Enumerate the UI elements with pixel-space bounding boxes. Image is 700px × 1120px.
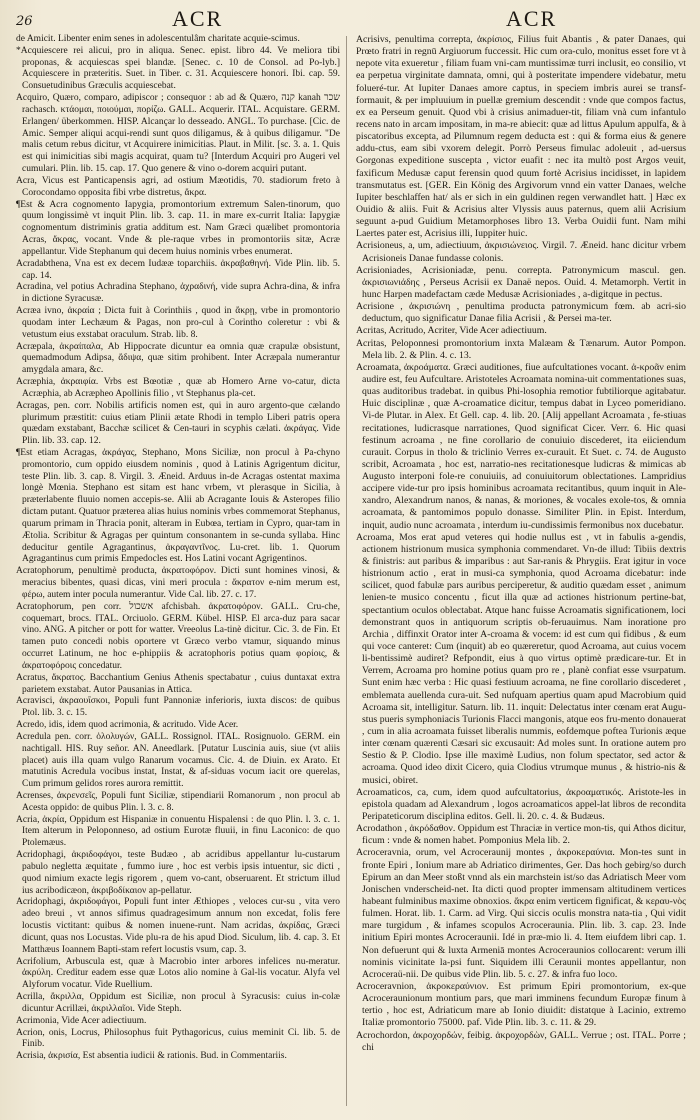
dictionary-entry: Acrisia, ἀκρισία, Est absentia iudicii & rationis. Bud. in Commentariis. xyxy=(16,1051,287,1062)
dictionary-entry: Acræpala, ἀκραίπαλα, Ab Hippocrate dicuntur ea omnia quæ crapulæ obsistunt, quemadmodum Adipsa, ἄδιψα, quæ sitim prohibent. Inter Acræpala numerantur amygdala amara, &c. xyxy=(16,341,340,376)
dictionary-entry: ¶Est etiam Acragas, ἀκράγας, Stephano, Mons Siciliæ, non procul à Pa-chyno promontorio, cum oppido eiusdem nominis , quod à Latinis Agrigentum dicitur, teste Plin. lib. 3. cap. 8. Virgil. 3. Æneid. Arduus in-de Acragas ostentat maxima longè Mœnia. Stephano est sitam est hanc vrbem, vt plerasque in Sicilia, à præterlabente fluuio nomen accepis-se. Alii ab Acragante Iouis & Asteropes filio dictam putant. Quatuor præterea alias huius nominis vrbes commemorat Stephanus, quarum primam in Thracia ponit, alteram in Eubœa, tertiam in Cypro, quar-tam in Ætolia. Scribitur & Agragas per quintum consonantem in se-cunda syllaba. Hinc deducitur gentile Agragantinus, ἀκραγαντῖνος. Lu-cret. lib. 1. Quorum Agragantinus cum primis Empedocles est. Hos Latini vocant Agrigentinos. xyxy=(16,447,340,565)
dictionary-entry: Acradina, vel potius Achradina Stephano, ἀχραδινή, vide supra Achra-dina, & infra in dictione Syracusæ. xyxy=(16,282,340,305)
dictionary-entry: Acritas, Peloponnesi promontorium inxta Malæam & Tænarum. Autor Pompon. Mela lib. 2. & Plin. 4. c. 13. xyxy=(356,337,686,361)
right-column xyxy=(356,34,686,1112)
dictionary-entry: Acradabthena, Vna est ex decem Iudææ toparchiis. ἀκραβαθηνή. Vide Plin. lib. 5. cap. 14. xyxy=(16,258,340,281)
dictionary-entry: Acratus, ἄκρατος. Bacchantium Genius Athenis spectabatur , cuius duntaxat extra parietem exstabat. Autor Pausanias in Attica. xyxy=(16,672,340,695)
dictionary-entry: Acravisci, ἀκραουΐσκοι, Populi funt Pannoniæ inferioris, iuxta discos: de quibus Ptol. lib. 3. c. 15. xyxy=(16,696,340,719)
page-number: 26 xyxy=(16,14,33,29)
running-headword-left: ACR xyxy=(172,6,224,31)
dictionary-entry: Acra, Vicus est Panticapensis agri, ad ostium Mæotidis, 70. stadiorum freto à Corocondamo opposita fibi vrbe distretus, ἄκρα. xyxy=(16,175,340,198)
dictionary-entry: Acrisioneus, a, um, adiectiuum, ἀκρισιώνειος. Virgil. 7. Æneid. hanc dicitur vrbem Acrisioneis Danae fundasse colonis. xyxy=(356,240,686,264)
dictionary-entry: Acræphia, ἀκραιφία. Vrbs est Bœotiæ , quæ ab Homero Arne vo-catur, dicta Acræphia, ab Acræpheo Apollinis filio , vt Stephanus pla-cet. xyxy=(16,377,340,399)
dictionary-entry: Acragas, pen. corr. Nobilis artificis nomen est, qui in auro argento-que cælando plurimum præstitit: cuius etiam Plinii ætate Rhodi in templo Liberi patris opera quædam exstabant, Bacchæ scilicet & Cen-tauri in scyphis cælati. ἀκράγας. Vide Plin. lib. 33. cap. 12. xyxy=(16,400,340,447)
dictionary-entry: Acredo, idis, idem quod acrimonia, & acritudo. Vide Acer. xyxy=(16,720,239,731)
dictionary-entry: Acratophorum, pen corr. אשכול afchisbah. ἀκρατοφόρον. GALL. Cru-che, coquemart, brocs. ITAL. Orciuolo. GERM. Kübel. HISP. El arca-duz para sacar vino. ANG. A pitcher or pott for watter. Vreeolus La-tinè dicitur. Cic. 3. de Fin. Et tamen puto concedi nobis oportere vt Græco verbo vtamur, siquando minus occurret Latinum, ne hoc e-phippiis & acratophoris potius quam φορίοις, & ἀκρατοφόροις concedatur. xyxy=(16,601,340,671)
running-headword-right: ACR xyxy=(506,6,558,31)
dictionary-entry: Acroamata, ἀκροάματα. Græci auditiones, fiue aufcultationes vocant. ἀ-κροᾶν enim audire est, feu Aufcultare. Aristoteles Acroamata nomina-uit commentationes suas, quas auditoribus tradebat. in quibus Phi-losophia remotior fubtiliorque agitabatur. Huic disciplinæ , quæ A-croamatice dicitur, tempus dabat in Lyceo pomeridiano. Vi-de Plutar. in Alex. Et Gell. cap. 4. lib. 20. [Alij appellant Acroamata , fe-stiuas recitationes, ludicrasque narrationes, Quod significat Cicer. Verr. 6. Hic quasi festinum acroama , ne fine corollario de conuiuio discederet, ita eiiciendum curauit. Corpus in tholo & triclinio Verres ex-curauit. Et Suet. c. 74. de Augusto scribit, Acroamata , hoc est, narratio-nes recitationesque ludicras & mimicas ab Augusto interponi fole-re conuiuiis, ad conuiuitorum oblectationes. Lampridius accipere vide-tur pro ipsis hominibus acroamata recitantibus, quum inquit in Ale-xandro, Alexandrum nanos, & nanas, & moriones, & vocales exole-tos, & omnia acroamata, & pantomimos populo donasse. Similiter Plin. in Epist. Interdum, inquit, audio nunc acroamata , interdum iu-cundissimis fermonibus nox ducebatur. xyxy=(356,361,686,531)
dictionary-entry: Acrisivs, penultima correpta, ἀκρίσιος, Filius fuit Abantis , & pater Danaes, qui Prœto fratri in regnū Argiuorum fuccessit. Hic cum ora-culo, monitus esset fore vt à nepote vita exueretur , filiam fuam vni-cam muntissimæ turri inclusit, eo consilio, vt ea perpetua virginitate damnata, omni, qui à posteritate impendere videbatur, metu folueré-tur. At Iupiter Danaes amore captus, in speciem imbris aurei se transf-formauit, & per impluuium in puellæ gremium descendit : vnde que compos factus, ex ea Perseum genuit. Quod vbi à crisius animaduer-tit, filiam vnà cum infantulo recens nato in arcam impositam, in ma-re abiecit: quæ ad littus Apulum appulfa, & à piscatoribus excepta, ad Pilumnum regem deducta est : qui & forma eius & genere addu-ctus, eam sibi vxorem delegit. Porrò Perseus fimulac adoleuit , ad-uersus Gorgonas expeditione suscepta , victor euafit : nec ita multò post Argos veuit, faxificum Medusæ caput ferensin quod quum fortè Acrisius incidisset, in lapidem transmutatus est. [GER. Ein König des Argivorum vnnd ein vatter Danaes, welche Iupiter beschlaffen hat/ als er sich in ein guldinen regen verwandlet hatt. ] Hæc ex Ouidio & aliis. Fuit & Acrisius alter Vlyssis auus paternus, quem alii Acrisium seguunt a-pud Guidium Metamorphoses libro 13. Verba Ouidii funt. Nam mihi Laertes pater est, Acrisius illi, Iuppiter huic. xyxy=(356,34,686,240)
dictionary-entry: Acrodathon , ἀκρόδαθον. Oppidum est Thraciæ in vertice mon-tis, qui Athos dicitur, ficum : vnde & nomen habet. Pomponius Mela lib. 2. xyxy=(356,823,686,847)
dictionary-entry: Acridophagi, ἀκριδοφάγοι, teste Budæo , ab acridibus appellantur lu-custarum pabulo negletta æquitate , fummo iure , hoc est verbis ipsis intuentur, sic dicti , quod nimium exacte legis rigorem , quem vo-cant, obseruarent. Et strictum illud ius acribodicæon, ἀκριβοδίκαιον ap-pellatur. xyxy=(16,850,340,896)
dictionary-entry: Acridophagi, ἀκριδοφάγοι, Populi funt inter Æthiopes , veloces cur-su , vita vero adeo breui , vt annos sifimus quadragesimum annum non excedat, folis fere locustis victitant: quibus & nomen inuene-runt. Nam acridas, ἀκρίδας, Græci dicunt, quas nos Locustas. Vide plu-ra de his apud Diod. Siculum, lib. 4. cap. 3. Et Matthæus Ioannem Bapti-stam refert locustis vsum, cap. 3. xyxy=(16,897,340,955)
dictionary-entry: Acrifolium, Arbuscula est, quæ à Macrobio inter arbores infelices nu-meratur. ἀκρύλη. Creditur eadem esse quæ Lotos alio nomine à Gal-lis vocatur. Alyfa vel Alyforum vocatur. Vide Ruellium. xyxy=(16,956,340,991)
dictionary-entry: Acrochordon, ἀκροχορδών, feibig. ἀκροχορδὼν, GALL. Verrue ; ost. ITAL. Porre ; chi xyxy=(356,1029,686,1053)
dictionary-entry: Acroceravnion, ἀκροκεραύνιον. Est primum Epiri promontorium, ex-que Acroceraunionum montium pars, que mari imminens fecundum Europæ finum à tertio , hoc est, Adriaticum mare ab Ionio diuidit: distatque à Lacinio, extremo Italiæ promontorio 75000. paf. Vide Plin. lib. 3. c. 11. & 29. xyxy=(356,980,686,1029)
dictionary-entry: Acria, ἀκρία, Oppidum est Hispaniæ in conuentu Hispalensi : de quo Plin. l. 3. c. 1. Item alterum in Peloponneso, ad ostium Eurotæ fluuii, in finu Laconico: de quo Ptolemæus. xyxy=(16,814,340,849)
dictionary-entry: de Amicit. Libenter enim senes in adolescentulâm charitate acquie-scimus. xyxy=(16,34,300,44)
dictionary-entry: Acrimonia, Vide Acer adiectiuum. xyxy=(16,1015,147,1026)
dictionary-entry: ¶Est & Acra cognomento Iapygia, promontorium extremum Salen-tinorum, quo quum longissimè vt inquit Plin. lib. 3. cap. 11. in mare ex-currit Italia: Iapygiæ cognomentum distriminis gratia additum est. Nam Græci quælibet promontoria Acras, ἄκρας, vocant. Vnde & ple-raque vrbes in promontoriis sitæ, Acræ appellantur. Vide Stephanum qui decem huius nominis vrbes enumerat. xyxy=(16,199,340,257)
dictionary-entry: Acroamaticos, ca, cum, idem quod aufcultatorius, ἀκροαματικός. Aristote-les in epistola quadam ad Alexandrum , logos acroamaticos appel-lat libros de recondita Peripateticorum disciplina editos. Gell. li. 20. c. 4. & Budæus. xyxy=(356,786,686,822)
dictionary-entry: Acritas, Acritudo, Acriter, Vide Acer adiectiuum. xyxy=(356,325,547,337)
dictionary-entry: Acroama, Mos erat apud veteres qui hodie nullus est , vt in fabulis a-gendis, actionem histrionum musica symphonia commendaret. Vn-de illud: Tibiis dextris & finistris: aut paribus & imparibus : aut Sar-ranis & Phrygiis. Erat igitur in voce histrionum actio , erat in musi-ca symphonia, quod Acroama dicebatur: inde scilicet, quod fabulæ pars auribus perciperetur, & auditio quædam esset , animum lenien-te musico concentu , ficut illa quæ ad actiones histrionum pertine-bat, spectantium oculos oblectabat. Atque hanc fuisse Acroamatis significationem, loci demonstrant quos in antiquorum scriptis ob-feruauimus. Nam inoratione pro Archia , diffinxit Orator inter A-croama & vocem: id est cum qui fidibus , & eum qui voce canteret: Cum (inquit) ab eo quæreretur, quod Acroama, aut cuius vocem li-bentissimè audiret? Refpondit, eius à quo virtus optimè prædicare-tur. Et in Verrem, Acroama pro homine potius quam pro re , planè confiat esse vsurpatum. Sunt enim hæc verba : Hic quasi festiuum acroama, ne fine corollario discederet , emblemata auellenda cura-uit. Sed nufquam apertius quam apud Macrobium quid Acroama sit, intelligitur. Saturn. lib. 11. inquit: Delectatus inter cœnam erat Augu-stus pueris symphoniacis Turionis Flacci mangonis, atque eos fru-mento donauerat , cum in alia acroamata fuisset liberalis nummis, eofdemque poftea Turionis æque inter cœnam quærenti Cæsari sic excusauit: Ad moles sunt. In oratione autem pro Sestio & P. Clodio. Ipse ille maximè Ludius, non folum spectator, sed actor & acroama. Quod ideo dixit Cicero, quia Clodius vtrumque munus , & histrio-nis & musici, obiret. xyxy=(356,531,686,786)
column-divider xyxy=(346,36,347,1106)
dictionary-entry: Acræa ivno, ἀκραία ; Dicta fuit à Corinthiis , quod in ἄκρῃ, vrbe in promontorio quodam inter Lechæum & Pagas, non pro-cul à Corintho coleretur : vbi & vetustum eius exstabat oraculum. Strab. lib. 8. xyxy=(16,306,340,340)
dictionary-entry: Acrisioniades, Acrisioniadæ, penu. correpta. Patronymicum mascul. gen. ἀκρισιωνιάδης , Perseus Acrisii ex Danaë nepos. Ouid. 4. Metamorph. Vertit in hunc Harpen madefactam cæde Medusæ Acrisioniades , a-digitque in pectus. xyxy=(356,264,686,300)
dictionary-entry: Acrisione , ἀκρισιώνη , penultima producta patronymicum fœm. ab acri-sio deductum, quo significatur Danae filia Acrisii , & Persei ma-ter. xyxy=(356,301,686,325)
dictionary-entry: Acredula pen. corr. ὀλολυγών, GALL. Rossignol. ITAL. Rosignuolo. GERM. ein nachtigall. HIS. Ruy señor. AN. Aneedlark. [Putatur Luscinia auis, siue (vt aliis placet) auis illa quam vulgo Ranarum vocamus. Cic. 4. de Diuin. ex Arato. Et matutinis Acredula vocibus instat, Instat, & af-siduas vocum iacit ore querelas, Cum primum gelidos rores aurora remittit. xyxy=(16,731,340,790)
dictionary-entry: Acratophorum, penultimè producta, ἀκρατοφόρον. Dicti sunt homines vinosi, & meracius bibentes, quasi dicas, vini meri procula : ἄκρατον e-nim merum est, φέρω, autem inter pocula numerantur. Vide Cal. lib. 27. c. 17. xyxy=(16,566,340,600)
dictionary-entry: Acrilla, ἄκριλλα, Oppidum est Siciliæ, non procul à Syracusis: cuius in-colæ dicuntur Acrillæi, ἀκριλλαῖοι. Vide Steph. xyxy=(16,992,340,1014)
dictionary-entry: Acrenses, ἀκρενσεῖς, Populi funt Siciliæ, stipendiarii Romanorum , non procul ab Acesta oppido: de quibus Plin. l. 3. c. 8. xyxy=(16,791,340,813)
dictionary-entry: Acquiro, Quæro, comparo, adipiscor ; consequor : ab ad & Quæro, קנה kanah שכר rachasch. κτάομαι, ποιούμαι, πορίζω. GALL. Acquerir. ITAL. Acquistare. GERM. Erlangen/ überkommen. HISP. Alcançar lo desseado. ANGL. To purchase. [Cic. de Amic. Semper aliqui acqui-rendi sunt quos diligamus, & à quibus diligamur. "De malis cetum rebus dicitur, vt Acquirere inimicitias. Plaut. in Milit. [sc. 3. a. 1. Quis est qui inimicitias sibi magis acquirat, quam tu? [Interdum Acquiri pro Augeri vel cumulari. Plin. lib. 15. cap. 17. Quo genere & vino o-dorem acquiri putant. xyxy=(16,93,340,175)
dictionary-entry: Acroceravnia, orum, vel Acroceraunij montes , ἀκροκεραύνια. Mon-tes sunt in fronte Epiri , Ionium mare ab Adriatico dirimentes, Ger. Das hoch gebirg/so durch Epirum an dan Meer stoßt vnnd als ein marchstein ist/so das Adriatisch Meer vom Jonischen vnderscheid-net. Ita dicti quod propter immensam altitudinem vertices habeant fulminibus maxime obnoxios. ἄκρα enim verticem fignificat, & κεραυ-νὸς fulmen. Horat. lib. 1. Carm. ad Virg. Qui siccis oculis monstra nata-tia , Qui vidit mare turgidum , & infames scopulos Acroceraunia. Plin. lib. 3. cap. 23. Inde initium Epiri montes Acroceraunii. Idé in præ-mio li. 4. Item eiufdem libri cap. 1. Non defuerunt qui & luxta Armeniā montes Acroceraunios collocarent: verum illi nominis vicinitate la-psi funt. Siquidem illi Ceraunii montes appellantur, non Acroceraü-nii. De quibus vide Plin. lib. 5. c. 27. & infra fuo loco. xyxy=(356,847,686,980)
dictionary-entry: Acrion, onis, Locrus, Philosophus fuit Pythagoricus, cuius meminit Ci. lib. 5. de Finib. xyxy=(16,1027,340,1050)
page-header xyxy=(0,6,700,36)
left-column xyxy=(16,34,340,1112)
dictionary-entry: *Acquiescere rei alicui, pro in aliqua. Senec. epist. libro 44. Ve meliora tibi proponas, & acquiescas spei blandæ. [Senec. c. 10 de Consol. ad Po-lyb.] Acquiescere in præteritis. Suet. in Tiber. c. 31. Acquiescere honori. Ibi. cap. 59. Consuetudinibus Græculis acquiescebat. xyxy=(16,45,340,92)
